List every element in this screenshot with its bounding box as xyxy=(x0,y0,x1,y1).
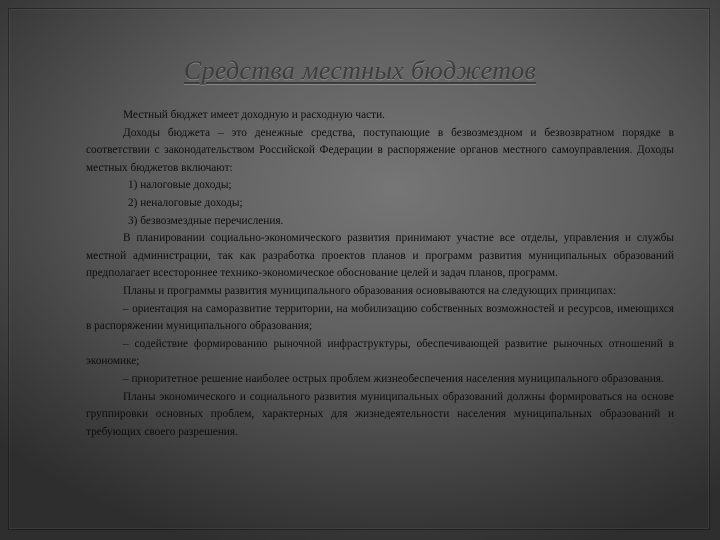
paragraph-plans-formation: Планы экономического и социального развития муниципальных образований должны формироваться на основе группировки основных проблем, характерных для жизнедеятельности населения муниципальных образований и требующих своего разрешения. xyxy=(86,390,674,438)
list-item-non-tax-revenue: 2) неналоговые доходы; xyxy=(128,196,243,209)
slide-body xyxy=(86,107,674,441)
paragraph-principles-intro: Планы и программы развития муниципального образования основываются на следующих принципах: xyxy=(123,284,617,297)
paragraph-intro: Местный бюджет имеет доходную и расходную части. xyxy=(123,109,385,121)
principle-priority-problems: – приоритетное решение наиболее острых проблем жизнеобеспечения населения муниципального образования. xyxy=(123,372,664,385)
list-item-tax-revenue: 1) налоговые доходы; xyxy=(128,179,232,192)
principle-self-development: – ориентация на саморазвитие территории, на мобилизацию собственных возможностей и ресурсов, имеющихся в распоряжении муниципального образования; xyxy=(86,302,674,333)
slide-title: Средства местных бюджетов xyxy=(183,56,537,85)
principle-market-infrastructure: – содействие формированию рыночной инфраструктуры, обеспечивающей развитие рыночных отношений в экономике; xyxy=(86,337,674,368)
list-item-transfers: 3) безвозмездные перечисления. xyxy=(128,214,284,227)
paragraph-revenue-definition: Доходы бюджета – это денежные средства, поступающие в безвозмездном и безвозвратном порядке в соответствии с законодательством Российской Федерации в распоряжение органов местного самоуправления. Доходы местных бюджетов включают: xyxy=(86,126,674,174)
paragraph-planning: В планировании социально-экономического развития принимают участие все отделы, управления и службы местной администрации, так как разработка проектов планов и программ развития муниципальных образований предполагает всестороннее технико-экономическое обоснование целей и задач планов, программ. xyxy=(86,232,674,280)
